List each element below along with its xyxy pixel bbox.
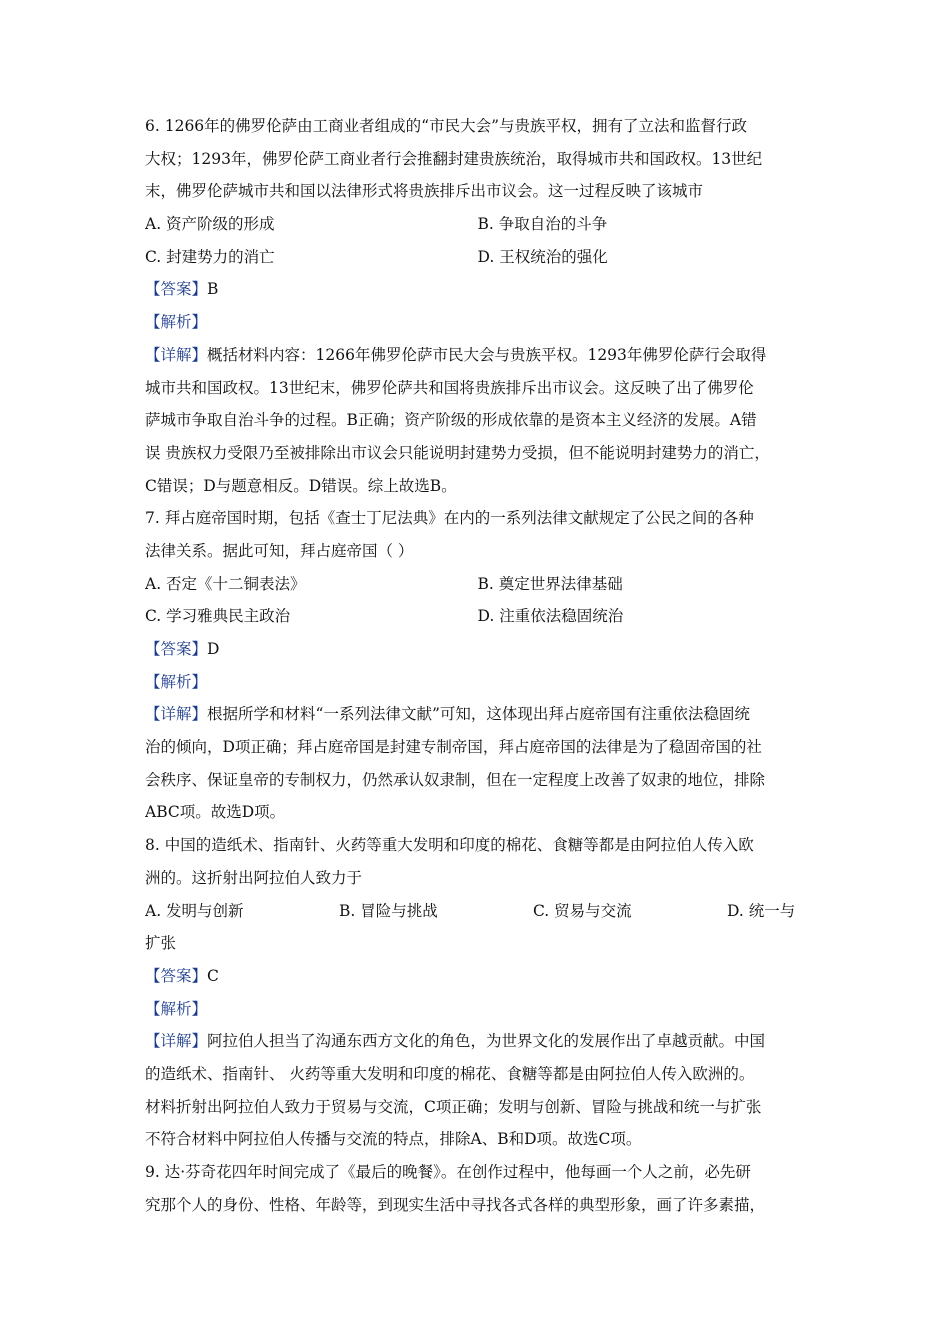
- answer-label: 【答案】: [145, 966, 208, 985]
- answer-line: [145, 633, 810, 666]
- option-d-wrap: 扩张: [145, 934, 177, 953]
- detail-line: ABC项。故选D项。: [145, 803, 286, 822]
- document-content: [145, 110, 810, 1221]
- detail-line: 城市共和国政权。13世纪末，佛罗伦萨共和国将贵族排斥出市议会。这反映了出了佛罗伦: [145, 378, 754, 397]
- detail-line: 的造纸术、指南针、 火药等重大发明和印度的棉花、食糖等都是由阿拉伯人传入欧洲的。: [145, 1064, 755, 1083]
- option-c: C. 封建势力的消亡: [145, 247, 275, 266]
- question-stem-line: 8. 中国的造纸术、指南针、火药等重大发明和印度的棉花、食糖等都是由阿拉伯人传入欧: [145, 836, 754, 855]
- detail-line: 会秩序、保证皇帝的专制权力，仍然承认奴隶制，但在一定程度上改善了奴隶的地位，排除: [145, 770, 766, 789]
- options-row: [145, 568, 810, 601]
- detail-line: 材料折射出阿拉伯人致力于贸易与交流，C项正确；发明与创新、冒险与挑战和统一与扩张: [145, 1097, 762, 1116]
- answer-line: [145, 273, 810, 306]
- detail-text: 阿拉伯人担当了沟通东西方文化的角色，为世界文化的发展作出了卓越贡献。中国: [207, 1032, 766, 1051]
- option-c: C. 学习雅典民主政治: [145, 607, 291, 626]
- detail-text: 概括材料内容：1266年佛罗伦萨市民大会与贵族平权。1293年佛罗伦萨行会取得: [207, 345, 767, 364]
- detail-line: C错误；D与题意相反。D错误。综上故选B。: [145, 476, 457, 495]
- analysis-label: 【解析】: [145, 313, 208, 332]
- option-b: B. 奠定世界法律基础: [477, 574, 623, 593]
- analysis-line: [145, 993, 810, 1026]
- question-9: [145, 1156, 810, 1221]
- answer-label: 【答案】: [145, 640, 208, 658]
- detail-text: 根据所学和材料“一系列法律文献”可知，这体现出拜占庭帝国有注重依法稳固统: [207, 705, 750, 724]
- analysis-line: [145, 306, 810, 339]
- question-stem-line: 6. 1266年的佛罗伦萨由工商业者组成的“市民大会”与贵族平权，拥有了立法和监督行政: [145, 117, 748, 135]
- options-row: [145, 241, 810, 274]
- option-b: B. 争取自治的斗争: [477, 215, 608, 234]
- option-d: D. 注重依法稳固统治: [477, 607, 624, 626]
- answer-line: [145, 960, 810, 993]
- question-stem-line: 大权；1293年，佛罗伦萨工商业者行会推翻封建贵族统治，取得城市共和国政权。13世纪: [145, 149, 763, 168]
- question-stem-line: 末，佛罗伦萨城市共和国以法律形式将贵族排斥出市议会。这一过程反映了该城市: [145, 182, 704, 201]
- question-6: [145, 110, 810, 502]
- detail-label: 【详解】: [145, 345, 208, 364]
- question-stem-line: 9. 达·芬奇花四年时间完成了《最后的晚餐》。在创作过程中，他每画一个人之前，必先研: [145, 1163, 751, 1181]
- detail-label: 【详解】: [145, 705, 208, 724]
- question-stem-line: 7. 拜占庭帝国时期，包括《查士丁尼法典》在内的一系列法律文献规定了公民之间的各种: [145, 509, 754, 528]
- option-a: A. 否定《十二铜表法》: [145, 574, 306, 593]
- analysis-label: 【解析】: [145, 999, 208, 1018]
- answer-value: C: [207, 966, 219, 985]
- analysis-label: 【解析】: [145, 672, 208, 691]
- detail-line: 萨城市争取自治斗争的过程。B正确；资产阶级的形成依靠的是资本主义经济的发展。A错: [145, 411, 757, 430]
- question-stem-line: 究那个人的身份、性格、年龄等，到现实生活中寻找各式各样的典型形象，画了许多素描，: [145, 1195, 766, 1214]
- detail-line: 治的倾向，D项正确；拜占庭帝国是封建专制帝国，拜占庭帝国的法律是为了稳固帝国的社: [145, 738, 762, 757]
- detail-line: [145, 1025, 810, 1058]
- question-stem-line: 法律关系。据此可知，拜占庭帝国（ ）: [145, 541, 414, 560]
- answer-value: D: [207, 640, 220, 658]
- options-row: [145, 600, 810, 633]
- detail-line: [145, 698, 810, 731]
- option-d: D. 统一与: [727, 901, 796, 920]
- options-row: [145, 895, 810, 928]
- options-row: [145, 208, 810, 241]
- question-8: [145, 829, 810, 1156]
- option-c: C. 贸易与交流: [533, 901, 632, 920]
- detail-line: [145, 339, 810, 372]
- answer-value: B: [207, 280, 219, 299]
- detail-label: 【详解】: [145, 1032, 208, 1051]
- option-a: A. 资产阶级的形成: [145, 215, 275, 234]
- answer-label: 【答案】: [145, 280, 208, 299]
- analysis-line: [145, 666, 810, 699]
- detail-line: 误 贵族权力受限乃至被排除出市议会只能说明封建势力受损，但不能说明封建势力的消亡，: [145, 443, 770, 462]
- question-stem-line: 洲的。这折射出阿拉伯人致力于: [145, 868, 363, 887]
- option-b: B. 冒险与挑战: [339, 901, 438, 920]
- option-d: D. 王权统治的强化: [477, 247, 608, 266]
- detail-line: 不符合材料中阿拉伯人传播与交流的特点，排除A、B和D项。故选C项。: [145, 1130, 642, 1149]
- option-a: A. 发明与创新: [145, 901, 244, 920]
- question-7: [145, 502, 810, 829]
